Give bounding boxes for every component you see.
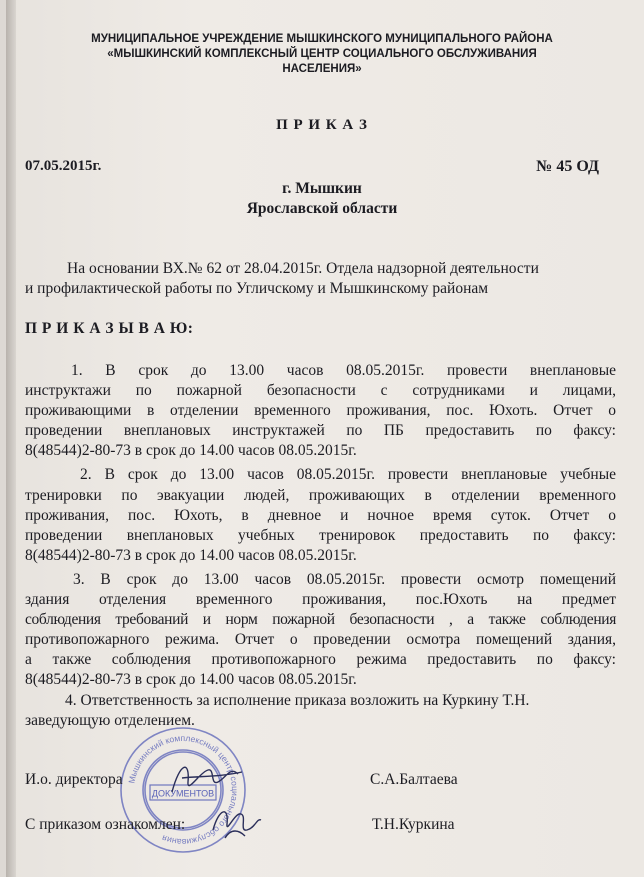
- acknowledgement-label: С приказом ознакомлен:: [25, 816, 186, 833]
- item-2-line-3: проживания, пос. Юхоть, в дневное и ночное время суток. Отчет о: [25, 507, 616, 524]
- acknowledged-name: Т.Н.Куркина: [372, 816, 455, 833]
- item-2-line-5: 8(48544)2-80-73 в срок до 14.00 часов 08.05.2015г.: [25, 547, 357, 564]
- item-3-line-1: 3. В срок до 13.00 часов 08.05.2015г. провести осмотр помещений: [73, 571, 616, 588]
- region: Ярославской области: [246, 200, 398, 217]
- acknowledgement-signature: [205, 800, 265, 845]
- director-signature: [160, 752, 255, 807]
- item-1-line-3: проживающими в отделении временного проживания, пос. Юхоть. Отчет о: [25, 402, 616, 419]
- item-1-line-1: 1. В срок до 13.00 часов 08.05.2015г. провести внеплановые: [71, 362, 616, 379]
- basis-line-2: и профилактической работы по Угличскому и Мышкинскому районам: [25, 280, 489, 297]
- director-role: И.о. директора: [25, 771, 123, 788]
- item-3-line-3: соблюдения требований и норм пожарной безопасности , а также соблюдения: [25, 611, 616, 628]
- org-header-line-3: НАСЕЛЕНИЯ»: [282, 63, 362, 75]
- item-3-line-4: противопожарного режима. Отчет о проведении осмотра помещений здания,: [25, 631, 616, 648]
- item-4-line-2: заведующую отделением.: [25, 712, 195, 729]
- item-2-line-4: проведении внеплановых учебных тренировок предоставить по факсу:: [25, 527, 616, 544]
- document-title: П Р И К А З: [276, 117, 368, 133]
- item-1-line-4: проведении внеплановых инструктажей по ПБ предоставить по факсу:: [25, 422, 616, 439]
- city: г. Мышкин: [282, 180, 362, 197]
- org-header-line-1: МУНИЦИПАЛЬНОЕ УЧРЕЖДЕНИЕ МЫШКИНСКОГО МУНИЦИПАЛЬНОГО РАЙОНА: [91, 33, 553, 45]
- basis-line-1: На основании ВХ.№ 62 от 28.04.2015г. Отдела надзорной деятельности: [67, 260, 539, 277]
- item-3-line-2: здания отделения временного проживания, пос.Юхоть на предмет: [25, 591, 616, 608]
- order-date: 07.05.2015г.: [25, 158, 102, 174]
- stamp-ring-text: Мышкинский комплексный центр социального обслуживания: [126, 732, 241, 848]
- item-1-line-2: инструктажи по пожарной безопасности с сотрудниками и лицами,: [25, 382, 616, 399]
- order-number: № 45 ОД: [536, 158, 599, 175]
- order-word: П Р И К А З Ы В А Ю:: [25, 320, 194, 337]
- item-3-line-6: 8(48544)2-80-73 в срок до 14.00 часов 08.05.2015г.: [25, 671, 357, 688]
- stamp-center-text: ДОКУМЕНТОВ: [151, 788, 215, 799]
- item-1-line-5: 8(48544)2-80-73 в срок до 14.00 часов 08.05.2015г.: [25, 442, 357, 459]
- item-3-line-5: а также соблюдения противопожарного режима предоставить по факсу:: [25, 651, 616, 668]
- item-2-line-1: 2. В срок до 13.00 часов 08.05.2015г. провести внеплановые учебные: [80, 466, 616, 483]
- director-name: С.А.Балтаева: [370, 771, 458, 788]
- item-4-line-1: 4. Ответственность за исполнение приказа возложить на Куркину Т.Н.: [65, 692, 530, 709]
- item-2-line-2: тренировки по эвакуации людей, проживающих в отделении временного: [25, 487, 616, 504]
- org-header-line-2: «МЫШКИНСКИЙ КОМПЛЕКСНЫЙ ЦЕНТР СОЦИАЛЬНОГО ОБСЛУЖИВАНИЯ: [107, 48, 537, 60]
